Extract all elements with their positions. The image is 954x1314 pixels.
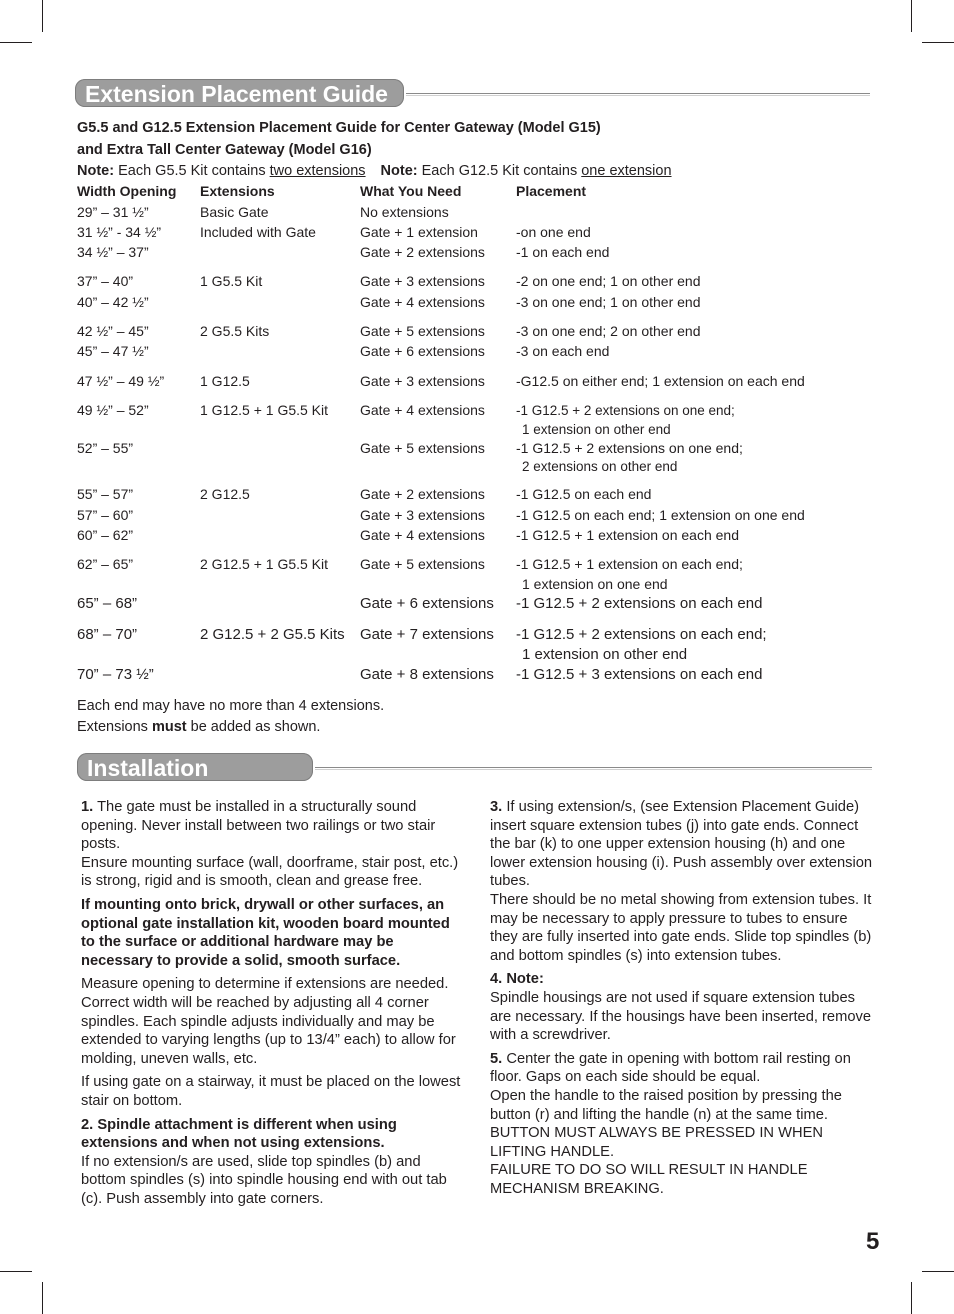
cell-need: Gate + 2 extensions <box>360 486 485 502</box>
header-what-you-need: What You Need <box>360 183 462 199</box>
cell-width: 52” – 55” <box>77 440 134 456</box>
heading-rule <box>315 767 872 768</box>
cell-need: Gate + 6 extensions <box>360 343 485 359</box>
cell-width: 34 ½” – 37” <box>77 244 149 260</box>
cell-need: Gate + 3 extensions <box>360 373 485 389</box>
cell-width: 60” – 62” <box>77 527 134 543</box>
note1-text: Each G5.5 Kit contains <box>114 163 270 179</box>
note2-underlined: one extension <box>581 163 672 179</box>
cell-width: 45” – 47 ½” <box>77 343 149 359</box>
crop-mark <box>0 42 32 43</box>
cell-width: 68” – 70” <box>77 626 138 643</box>
heading-rule <box>406 93 870 94</box>
cell-need: Gate + 5 extensions <box>360 556 485 572</box>
step-1-surface: Ensure mounting surface (wall, doorframe, stair post, etc.) is strong, rigid and is smooth, clean and grease free. <box>81 854 459 890</box>
extension-guide-heading-bar <box>75 79 870 107</box>
step-3-metal: There should be no metal showing from extension tubes. It may be necessary to apply pressure to tubes to ensure they are fully inserted into gate ends. Slide top spindles (b) and bottom spindles (s) into extension tubes. <box>490 891 872 964</box>
cell-placement: -on one end <box>516 224 591 240</box>
cell-placement: -1 G12.5 + 2 extensions on each end <box>516 595 763 612</box>
cell-extensions: 1 G5.5 Kit <box>200 273 263 289</box>
installation-heading-bar <box>77 753 872 781</box>
step-1-mounting-warning: If mounting onto brick, drywall or other surfaces, an optional gate installation kit, wooden board mounted to the surface or additional hardware may be necessary to provide a solid, smooth surface. <box>81 896 450 969</box>
cell-width: 55” – 57” <box>77 486 134 502</box>
cell-placement: -3 on each end <box>516 343 610 359</box>
cell-placement: -3 on one end; 1 on other end <box>516 294 701 310</box>
cell-placement: -1 G12.5 on each end <box>516 486 652 502</box>
crop-mark <box>922 1271 954 1272</box>
cell-placement: -1 G12.5 + 2 extensions on one end; 2 extensions on other end <box>516 440 743 474</box>
page-number: 5 <box>866 1228 880 1255</box>
cell-placement: -1 G12.5 + 2 extensions on each end; 1 extension on other end <box>516 626 767 663</box>
cell-need: Gate + 3 extensions <box>360 273 485 289</box>
guide-footnotes <box>77 696 384 738</box>
cell-need: Gate + 4 extensions <box>360 527 485 543</box>
cell-need: Gate + 2 extensions <box>360 244 485 260</box>
crop-mark <box>911 0 912 32</box>
cell-extensions: 2 G12.5 <box>200 486 250 502</box>
step-3: 3. If using extension/s, (see Extension Placement Guide) insert square extension tubes (j) into gate ends. Connect the bar (k) to one upper extension housing (h) and one lower extension housing (i). Push assembly over extension tubes. <box>490 799 873 890</box>
cell-width: 70” – 73 ½” <box>77 666 154 683</box>
step-2-heading: 2. Spindle attachment is different when using extensions and when not using extensions. <box>81 1116 397 1152</box>
note1-underlined: two extensions <box>269 163 366 179</box>
footnote-max-extensions: Each end may have no more than 4 extensions. <box>77 698 385 714</box>
cell-width: 29” – 31 ½” <box>77 204 149 220</box>
cell-placement: -2 on one end; 1 on other end <box>516 273 701 289</box>
cell-placement: -1 on each end <box>516 244 610 260</box>
cell-placement: -1 G12.5 + 1 extension on each end <box>516 527 739 543</box>
step-5-failure-warning: FAILURE TO DO SO WILL RESULT IN HANDLE MECHANISM BREAKING. <box>490 1162 808 1197</box>
cell-width: 62” – 65” <box>77 556 134 572</box>
cell-width: 47 ½” – 49 ½” <box>77 373 165 389</box>
cell-extensions: Included with Gate <box>200 224 316 240</box>
cell-placement: -1 G12.5 on each end; 1 extension on one end <box>516 507 805 523</box>
cell-need: Gate + 7 extensions <box>360 626 494 643</box>
note2-label: Note: <box>380 163 418 179</box>
cell-width: 42 ½” – 45” <box>77 323 149 339</box>
guide-title <box>77 118 601 161</box>
extension-guide-heading: Extension Placement Guide <box>75 79 404 107</box>
cell-need: Gate + 4 extensions <box>360 402 485 418</box>
cell-need: Gate + 1 extension <box>360 224 478 240</box>
crop-mark <box>42 1282 43 1314</box>
cell-extensions: 2 G12.5 + 2 G5.5 Kits <box>200 626 345 643</box>
note1-label: Note: <box>77 163 115 179</box>
step-5: 5. Center the gate in opening with bottom rail resting on floor. Gaps on each side should be equal. <box>490 1050 851 1086</box>
cell-need: Gate + 3 extensions <box>360 507 485 523</box>
footnote-must-add: Extensions must be added as shown. <box>77 719 321 735</box>
step-1-stairway: If using gate on a stairway, it must be placed on the lowest stair on bottom. <box>81 1074 461 1109</box>
header-placement: Placement <box>516 183 587 199</box>
step-4-text: Spindle housings are not used if square extension tubes are necessary. If the housings have been inserted, remove with a screwdriver. <box>490 989 872 1044</box>
step-1-measure: Measure opening to determine if extensions are needed. Correct width will be reached by adjusting all 4 corner spindles. Each spindle adjusts individually and may be extended to varying lengths (up to 13/4” each) to allow for molding, uneven walls, etc. <box>81 976 456 1067</box>
step-2-text: If no extension/s are used, slide top spindles (b) and bottom spindles (s) into spindle housing end with out tab (c). Push assembly into gate corners. <box>81 1153 447 1207</box>
cell-need: Gate + 8 extensions <box>360 666 494 683</box>
cell-width: 31 ½” - 34 ½” <box>77 224 162 240</box>
cell-width: 57” – 60” <box>77 507 134 523</box>
header-width-opening: Width Opening <box>77 183 177 199</box>
step-5-handle: Open the handle to the raised position by pressing the button (r) and lifting the handle (n) at the same time. <box>490 1087 842 1123</box>
cell-need: Gate + 4 extensions <box>360 294 485 310</box>
cell-need: Gate + 5 extensions <box>360 323 485 339</box>
installation-right-column <box>490 798 875 1203</box>
step-5-button-warning: BUTTON MUST ALWAYS BE PRESSED IN WHEN LIFTING HANDLE. <box>490 1125 823 1160</box>
guide-title-line1: G5.5 and G12.5 Extension Placement Guide for Center Gateway (Model G15) <box>77 120 601 136</box>
cell-need: No extensions <box>360 204 449 220</box>
cell-placement: -G12.5 on either end; 1 extension on each end <box>516 373 805 389</box>
crop-mark <box>922 42 954 43</box>
cell-placement: -1 G12.5 + 3 extensions on each end <box>516 666 763 683</box>
cell-width: 65” – 68” <box>77 595 138 612</box>
installation-heading: Installation <box>77 753 313 781</box>
crop-mark <box>911 1282 912 1314</box>
cell-placement: -1 G12.5 + 2 extensions on one end; 1 extension on other end <box>516 403 735 437</box>
cell-extensions: 2 G12.5 + 1 G5.5 Kit <box>200 556 329 572</box>
cell-width: 40” – 42 ½” <box>77 294 149 310</box>
cell-extensions: 1 G12.5 <box>200 373 250 389</box>
cell-width: 37” – 40” <box>77 273 134 289</box>
crop-mark <box>42 0 43 32</box>
kit-notes <box>77 161 672 181</box>
installation-left-column <box>81 798 466 1213</box>
header-extensions: Extensions <box>200 183 275 199</box>
guide-title-line2: and Extra Tall Center Gateway (Model G16) <box>77 141 372 158</box>
cell-extensions: 1 G12.5 + 1 G5.5 Kit <box>200 402 329 418</box>
step-4-heading: 4. Note: <box>490 971 544 988</box>
crop-mark <box>0 1271 32 1272</box>
cell-placement: -1 G12.5 + 1 extension on each end; 1 extension on one end <box>516 556 743 592</box>
cell-width: 49 ½” – 52” <box>77 402 149 418</box>
cell-need: Gate + 5 extensions <box>360 440 485 456</box>
cell-extensions: 2 G5.5 Kits <box>200 323 270 339</box>
cell-need: Gate + 6 extensions <box>360 595 494 612</box>
note2-text: Each G12.5 Kit contains <box>417 163 582 179</box>
step-1: 1. The gate must be installed in a structurally sound opening. Never install between two railings or two stair posts. <box>81 799 436 853</box>
cell-extensions: Basic Gate <box>200 204 269 220</box>
cell-placement: -3 on one end; 2 on other end <box>516 323 701 339</box>
